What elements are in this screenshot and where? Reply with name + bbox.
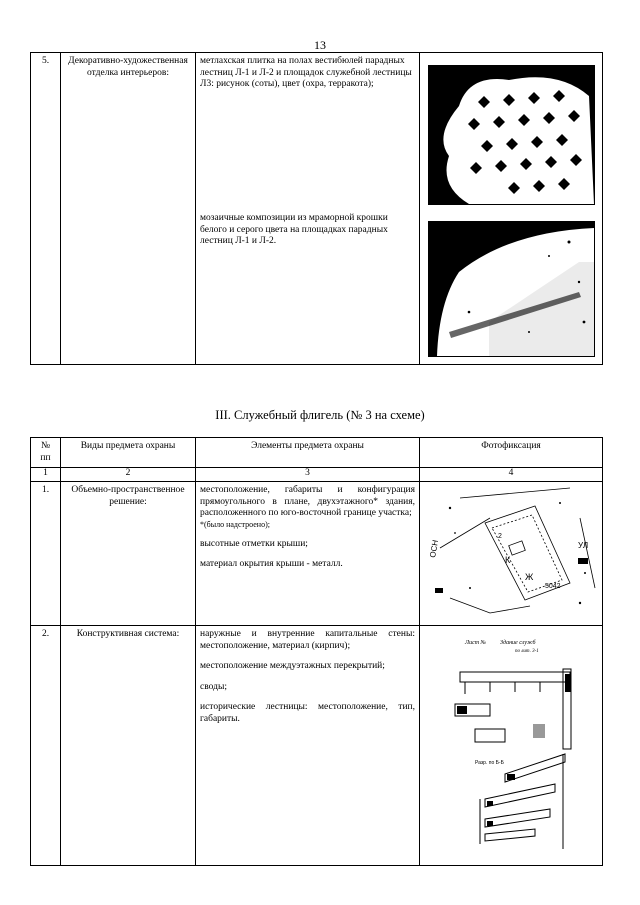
protection-type: Конструктивная система: — [61, 626, 196, 866]
table-decor — [30, 52, 603, 365]
svg-text:Лист №: Лист № — [465, 640, 487, 646]
page-number: 13 — [314, 38, 326, 52]
row-number: 1. — [31, 482, 61, 626]
column-number-row — [31, 468, 603, 482]
svg-text:по лит. 3-1: по лит. 3-1 — [515, 649, 539, 654]
table-header-row — [31, 438, 603, 468]
element-mosaic: мозаичные композиции из мраморной крошки белого и серого цвета на площадках парадных лестниц Л-1 и Л-2. — [200, 213, 388, 246]
map-label-k: К — [505, 555, 511, 565]
photo-cell — [420, 53, 603, 365]
svg-text:Здание служб: Здание служб — [500, 640, 536, 646]
photo-cell — [420, 482, 603, 626]
element-text: высотные отметки крыши; — [200, 538, 308, 549]
protection-elements — [196, 482, 420, 626]
col-num-4: 4 — [420, 468, 603, 482]
svg-text:УЛ: УЛ — [578, 541, 589, 550]
element-tiles: метлахская плитка на полах вестибюлей парадных лестниц Л-1 и Л-2 и площадок служебной лестницы Л3: рисунок (соты), цвет (охра, терракота); — [200, 56, 412, 89]
element-text: исторические лестницы: местоположение, тип, габариты. — [200, 702, 415, 724]
element-text: материал окрытия крыши - металл. — [200, 559, 343, 569]
mosaic-photo — [428, 221, 595, 357]
row-number: 5. — [31, 53, 61, 365]
tile-floor-photo — [428, 65, 595, 205]
map-label-num: 5042 — [545, 583, 561, 590]
protection-elements — [196, 626, 420, 866]
element-text: своды; — [200, 681, 227, 692]
section-title: III. Служебный флигель (№ 3 на схеме) — [215, 408, 425, 422]
col-num-3: 3 — [196, 468, 420, 482]
protection-type: Декоративно-художественная отделка интерьеров: — [61, 53, 196, 365]
header-num: № пп — [31, 438, 61, 468]
svg-text:Разр. по Б-Б: Разр. по Б-Б — [475, 760, 504, 766]
element-text: наружные и внутренние капитальные стены: местоположение, материал (кирпич); — [200, 629, 415, 651]
header-elements: Элементы предмета охраны — [196, 438, 420, 468]
table-row — [31, 482, 603, 626]
protection-elements — [196, 53, 420, 365]
photo-cell — [420, 626, 603, 866]
map-label-zh: Ж — [525, 572, 534, 582]
element-text: местоположение, габариты и конфигурация прямоугольного в плане, двухэтажного* здания, расположенного по юго-восточной границе участка; — [200, 485, 415, 518]
table-row — [31, 626, 603, 866]
site-plan-image — [430, 488, 595, 618]
col-num-2: 2 — [61, 468, 196, 482]
element-note: *(было надстроено); — [200, 519, 270, 529]
svg-text:OCH: OCH — [428, 539, 441, 559]
header-type: Виды предмета охраны — [61, 438, 196, 468]
svg-text:2: 2 — [498, 533, 502, 540]
protection-type: Объемно-пространственное решение: — [61, 482, 196, 626]
header-photo: Фотофиксация — [420, 438, 603, 468]
section-drawing-image — [445, 634, 585, 859]
table-service-wing — [30, 437, 603, 866]
row-number: 2. — [31, 626, 61, 866]
col-num-1: 1 — [31, 468, 61, 482]
table-row — [31, 53, 603, 365]
element-text: местоположение междуэтажных перекрытий; — [200, 661, 385, 671]
